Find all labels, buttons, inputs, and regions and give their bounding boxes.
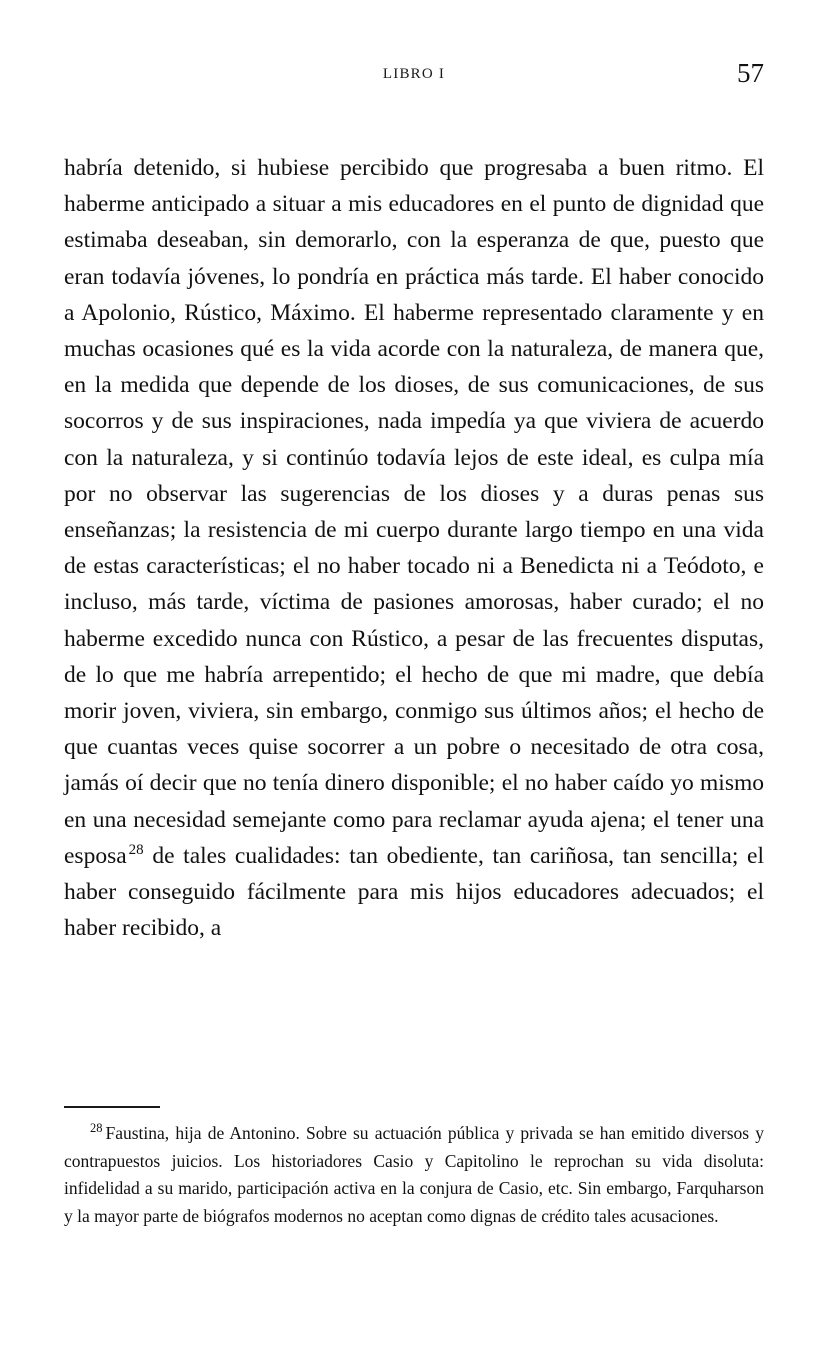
body-text-part-1: habría detenido, si hubiese percibido que progresaba a buen ritmo. El haberme anticipado a situar a mis educadores en el punto de dignidad que estimaba deseaban, sin demorarlo, con la esperanza de que, puesto que eran todavía jóvenes, lo pondría en práctica más tarde. El haber conocido a Apolonio, Rústico, Máximo. El haberme representado claramente y en muchas ocasiones qué es la vida acorde con la naturaleza, de manera que, en la medida que depende de los dioses, de sus comunicaciones, de sus socorros y de sus inspiraciones, nada impedía ya que viviera de acuerdo con la naturaleza, y si continúo todavía lejos de este ideal, es culpa mía por no observar las sugerencias de los dioses y a duras penas sus enseñanzas; la resistencia de mi cuerpo durante largo tiempo en una vida de estas características; el no haber tocado ni a Benedicta ni a Teódoto, e incluso, más tarde, víctima de pasiones amorosas, haber curado; el no haberme excedido nunca con Rústico, a pesar de las frecuentes disputas, de lo que me habría arrepentido; el hecho de que mi madre, que debía morir joven, viviera, sin embargo, conmigo sus últimos años; el hecho de que cuantas veces quise socorrer a un pobre o necesitado de otra cosa, jamás oí decir que no tenía dinero disponible; el no haber caído yo mismo en una necesidad semejante como para reclamar ayuda ajena; el tener una esposa xyxy=(64,155,764,869)
page-number: 57 xyxy=(737,58,764,88)
footnote-marker: 28 xyxy=(90,1121,103,1136)
footnote-text: Faustina, hija de Antonino. Sobre su actuación pública y privada se han emitido diversos y contrapuestos juicios. Los historiadores Casio y Capitolino le reprochan su vida disoluta: infidelidad a su marido, participación activa en la conjura de Casio, etc. Sin embargo, Farquharson y la mayor parte de biógrafos modernos no aceptan como dignas de crédito tales acusaciones. xyxy=(64,1123,764,1226)
running-head: LIBRO I xyxy=(382,66,446,82)
footnote-separator-rule xyxy=(64,1106,160,1108)
page-header xyxy=(64,58,764,92)
footnote-28 xyxy=(64,1120,764,1230)
body-text-block xyxy=(64,150,764,946)
footnote-reference-28[interactable]: 28 xyxy=(128,842,144,859)
body-text-part-2: de tales cualidades: tan obediente, tan cariñosa, tan sencilla; el haber conseguido fácilmente para mis hijos educadores adecuados; el haber recibido, a xyxy=(64,842,764,942)
footnote-area xyxy=(64,1106,764,1230)
body-paragraph xyxy=(64,150,764,946)
